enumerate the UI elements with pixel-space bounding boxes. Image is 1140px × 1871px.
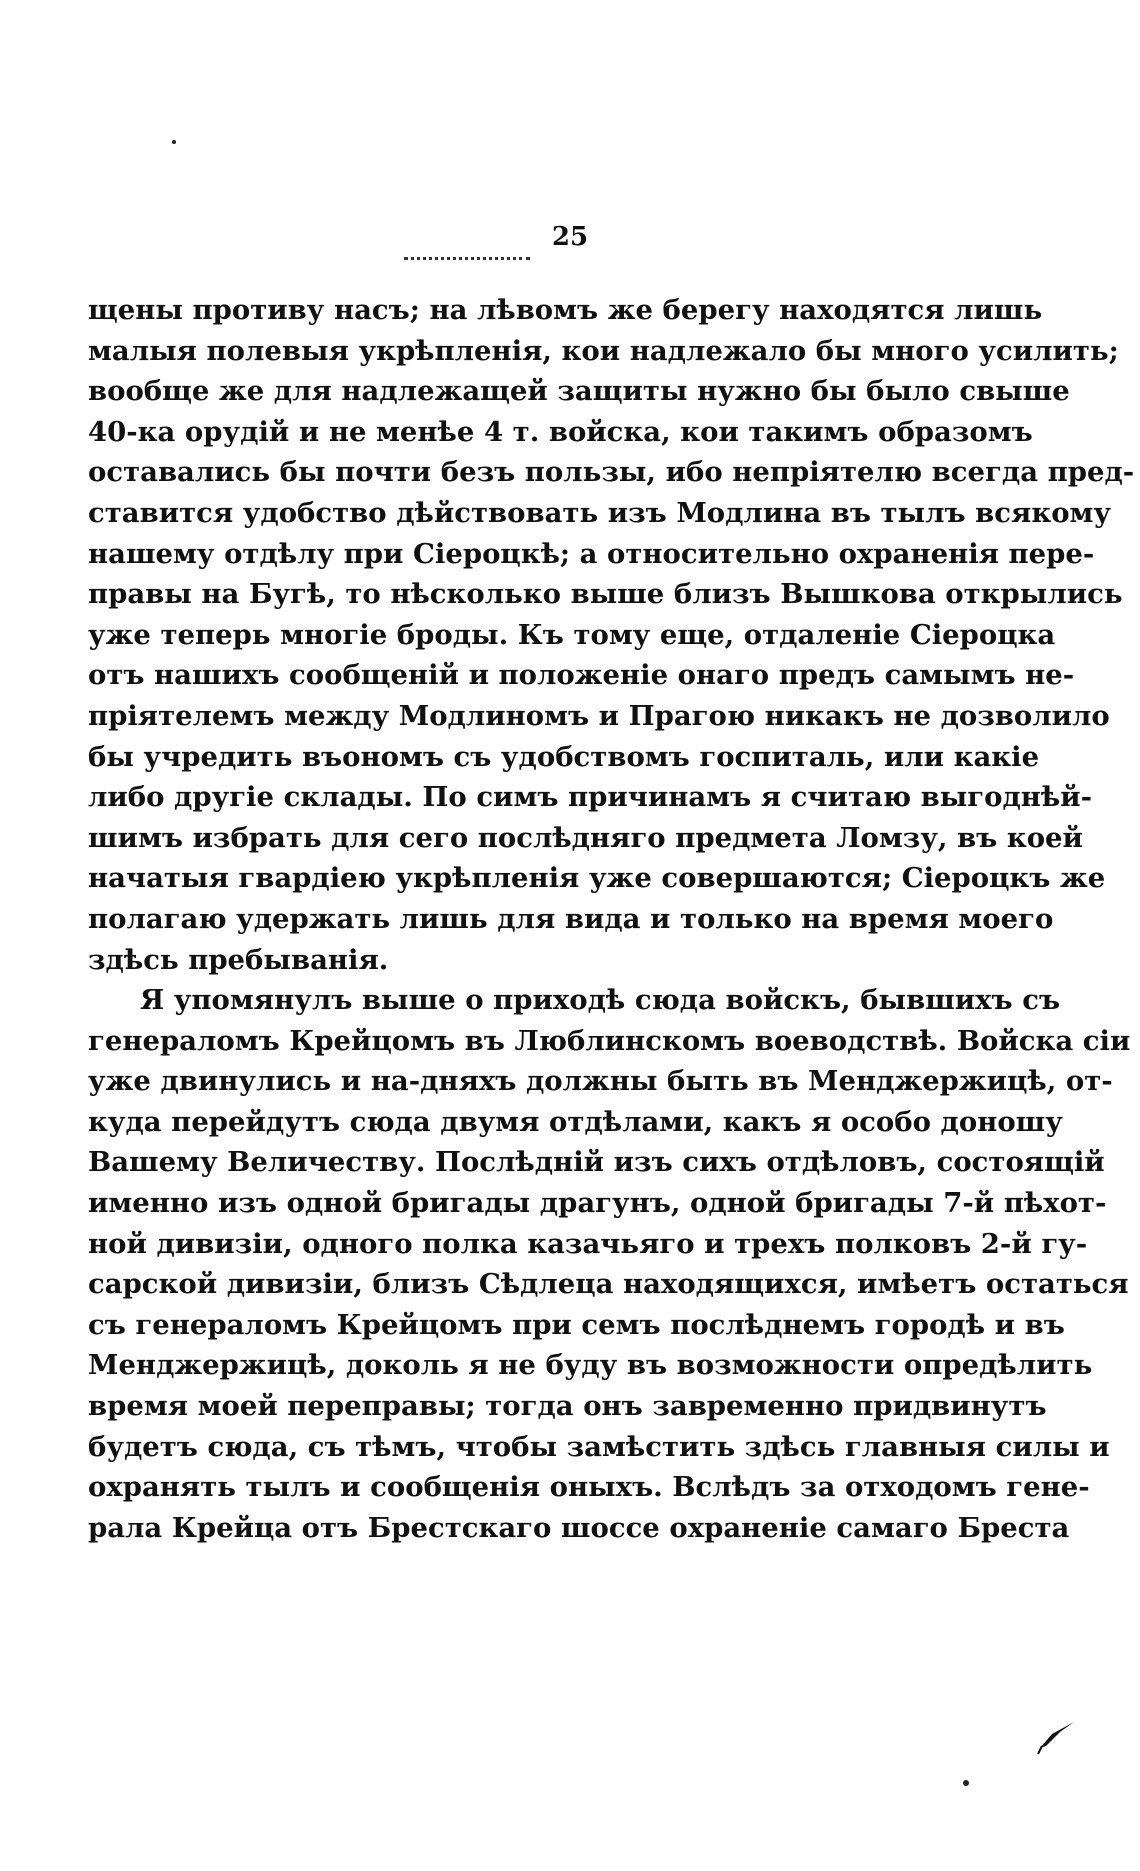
text-line: малыя полевыя укрѣпленія, кои надлежало бы много усилить; xyxy=(88,334,1119,367)
text-line: шимъ избрать для сего послѣдняго предмета Ломзу, въ коей xyxy=(88,821,1083,854)
text-line: Вашему Величеству. Послѣдній изъ сихъ отдѣловъ, состоящій xyxy=(88,1146,1105,1179)
text-line: оставались бы почти безъ пользы, ибо непріятелю всегда пред- xyxy=(88,456,1135,489)
text-line: бы учредить въономъ съ удобствомъ госпиталь, или какіе xyxy=(88,740,1040,773)
text-line: генераломъ Крейцомъ въ Люблинскомъ воеводствѣ. Войска сіи xyxy=(88,1024,1131,1057)
text-line: отъ нашихъ сообщеній и положеніе онаго предъ самымъ не- xyxy=(88,659,1075,692)
text-line: именно изъ одной бригады драгунъ, одной бригады 7-й пѣхот- xyxy=(88,1187,1107,1220)
print-speck xyxy=(172,140,176,144)
header-rule xyxy=(404,257,530,260)
text-line: уже двинулись и на-дняхъ должны быть въ Менджержицѣ, от- xyxy=(88,1065,1113,1098)
text-line: съ генераломъ Крейцомъ при семъ послѣднемъ городѣ и въ xyxy=(88,1308,1065,1341)
print-speck xyxy=(963,1780,969,1786)
text-line: ной дивизіи, одного полка казачьяго и трехъ полковъ 2-й гу- xyxy=(88,1227,1088,1260)
text-line: время моей переправы; тогда онъ завременно придвинутъ xyxy=(88,1390,1047,1423)
text-line: куда перейдутъ сюда двумя отдѣлами, какъ я особо доношу xyxy=(88,1105,1063,1138)
text-line: будетъ сюда, съ тѣмъ, чтобы замѣстить здѣсь главныя силы и xyxy=(88,1430,1110,1463)
text-line: либо другіе склады. По симъ причинамъ я считаю выгоднѣй- xyxy=(88,781,1093,814)
text-line: Я упомянулъ выше о приходѣ сюда войскъ, бывшихъ съ xyxy=(140,984,1061,1017)
text-line: 40-ка орудій и не менѣе 4 т. войска, кои такимъ образомъ xyxy=(88,415,1033,448)
text-line: Менджержицѣ, доколь я не буду въ возможности опредѣлить xyxy=(88,1349,1093,1382)
text-line: рала Крейца отъ Брестскаго шоссе охраненіе самаго Бреста xyxy=(88,1511,1070,1544)
text-line: охранять тылъ и сообщенія оныхъ. Вслѣдъ за отходомъ гене- xyxy=(88,1471,1090,1504)
text-line: полагаю удержать лишь для вида и только на время моего xyxy=(88,902,1054,935)
body-text xyxy=(88,290,1135,1548)
text-line: уже теперь многіе броды. Къ тому еще, отдаленіе Сіероцка xyxy=(88,618,1056,651)
page-number: 25 xyxy=(551,222,589,252)
text-line: нашему отдѣлу при Сіероцкѣ; а относительно охраненія пере- xyxy=(88,537,1095,570)
text-line: ставится удобство дѣйствовать изъ Модлина въ тылъ всякому xyxy=(88,496,1112,529)
text-line: пріятелемъ между Модлиномъ и Прагою никакъ не дозволило xyxy=(88,699,1110,732)
text-line: щены противу насъ; на лѣвомъ же берегу находятся лишь xyxy=(88,294,1043,326)
text-line: правы на Бугѣ, то нѣсколько выше близъ Вышкова открылись xyxy=(88,578,1123,611)
margin-ink-mark xyxy=(1030,1710,1080,1760)
text-line: здѣсь пребыванія. xyxy=(88,943,389,976)
text-line: вообще же для надлежащей защиты нужно бы было свыше xyxy=(88,375,1070,408)
text-line: начатыя гвардіею укрѣпленія уже совершаются; Сіероцкъ же xyxy=(88,862,1106,895)
text-line: сарской дивизіи, близъ Сѣдлеца находящихся, имѣетъ остаться xyxy=(88,1268,1129,1301)
